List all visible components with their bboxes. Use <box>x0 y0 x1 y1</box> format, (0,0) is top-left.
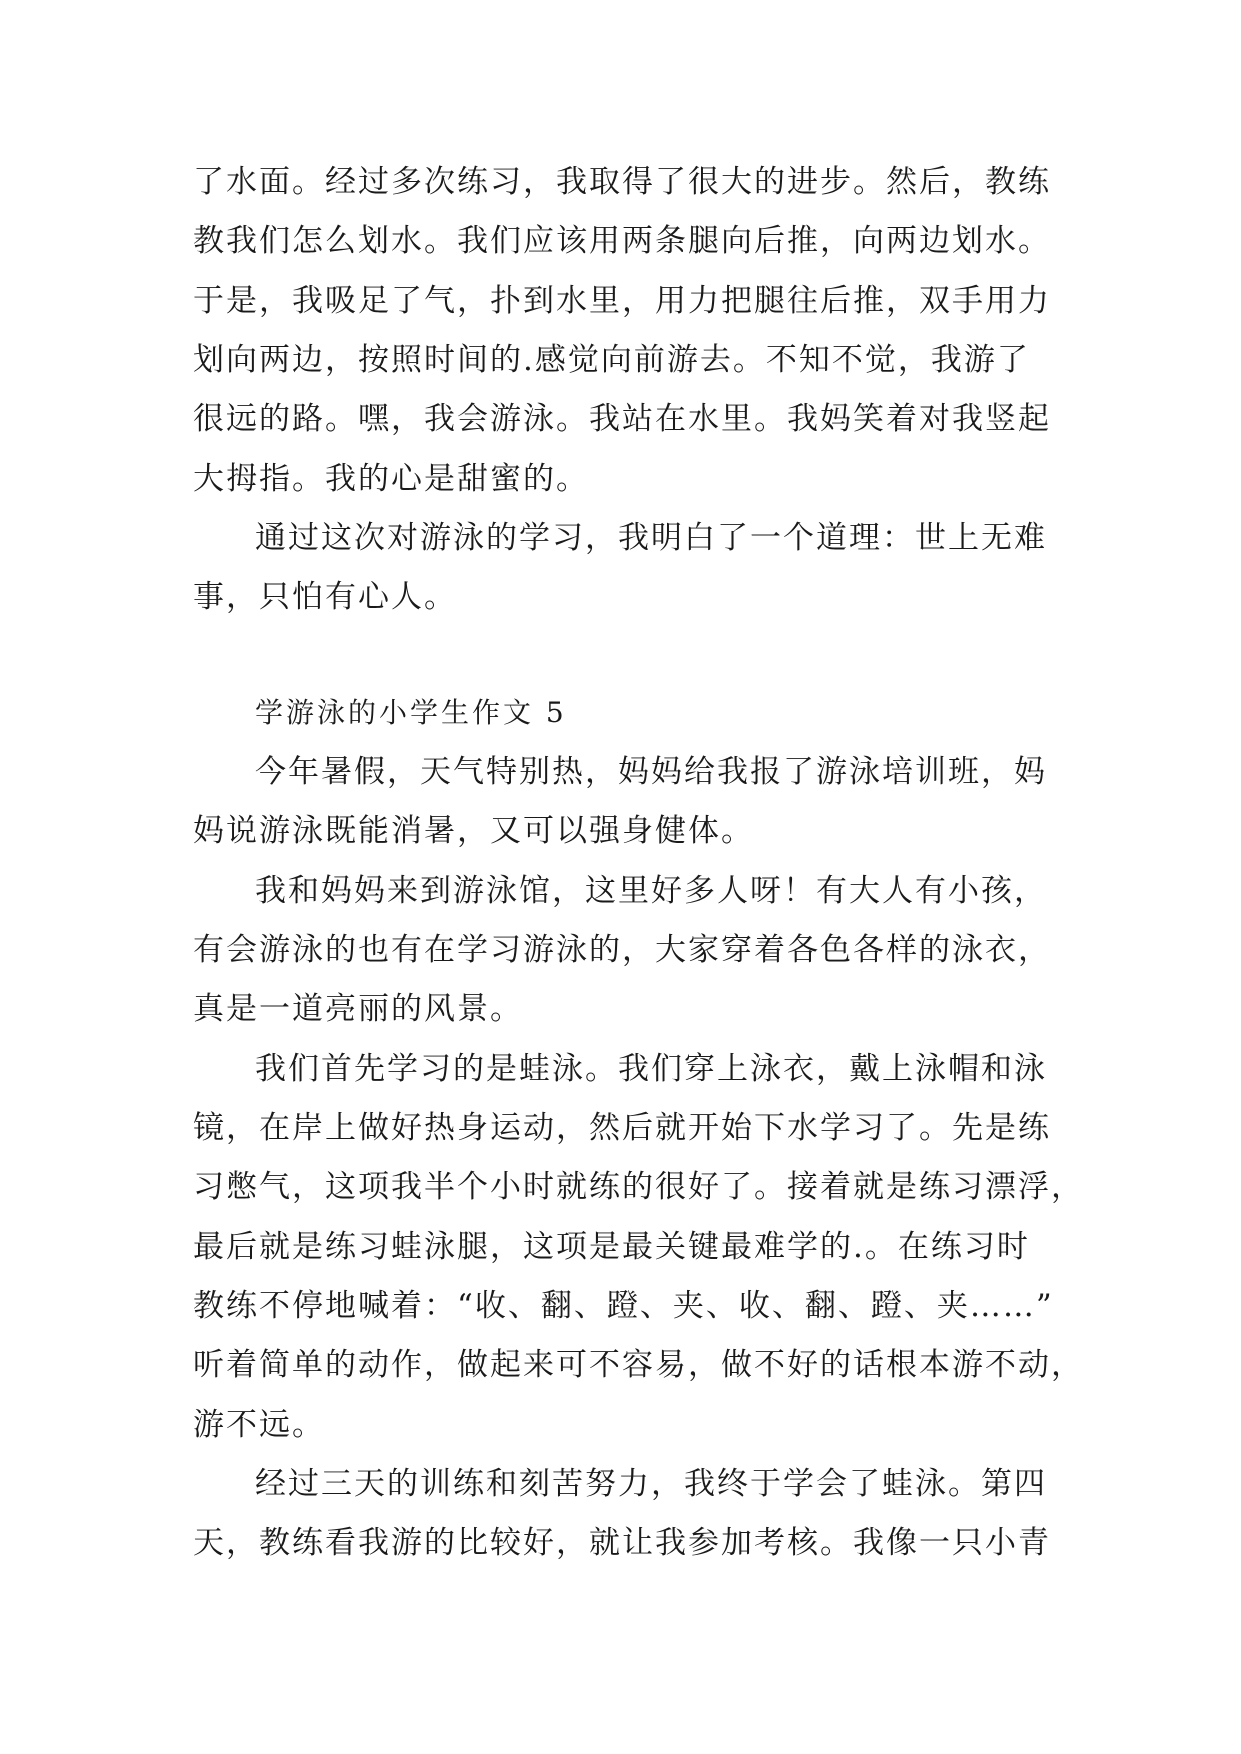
paragraph-line: 通过这次对游泳的学习，我明白了一个道理：世上无难 <box>255 520 1047 556</box>
paragraph-line: 天，教练看我游的比较好，就让我参加考核。我像一只小青 <box>193 1525 1051 1561</box>
paragraph-line: 划向两边，按照时间的.感觉向前游去。不知不觉，我游了 <box>193 342 1030 378</box>
paragraph-line: 教我们怎么划水。我们应该用两条腿向后推，向两边划水。 <box>193 223 1051 259</box>
section-title: 学游泳的小学生作文 5 <box>255 696 567 729</box>
paragraph-line: 真是一道亮丽的风景。 <box>193 991 523 1027</box>
paragraph-line: 大拇指。我的心是甜蜜的。 <box>193 461 589 497</box>
paragraph-line: 听着简单的动作，做起来可不容易，做不好的话根本游不动， <box>193 1347 1084 1383</box>
paragraph-line: 妈说游泳既能消暑，又可以强身健体。 <box>193 813 754 849</box>
paragraph-line: 事，只怕有心人。 <box>193 579 457 615</box>
paragraph-line: 很远的路。嘿，我会游泳。我站在水里。我妈笑着对我竖起 <box>193 401 1051 437</box>
paragraph-line: 镜，在岸上做好热身运动，然后就开始下水学习了。先是练 <box>193 1110 1051 1146</box>
paragraph-line: 于是，我吸足了气，扑到水里，用力把腿往后推，双手用力 <box>193 283 1051 319</box>
paragraph-line: 有会游泳的也有在学习游泳的，大家穿着各色各样的泳衣， <box>193 932 1051 968</box>
paragraph-line: 我们首先学习的是蛙泳。我们穿上泳衣，戴上泳帽和泳 <box>255 1051 1047 1087</box>
paragraph-line: 习憋气，这项我半个小时就练的很好了。接着就是练习漂浮， <box>193 1169 1084 1205</box>
paragraph-line: 经过三天的训练和刻苦努力，我终于学会了蛙泳。第四 <box>255 1466 1047 1502</box>
paragraph-line: 今年暑假，天气特别热，妈妈给我报了游泳培训班，妈 <box>255 754 1047 790</box>
paragraph-line: 我和妈妈来到游泳馆，这里好多人呀！有大人有小孩， <box>255 873 1047 909</box>
paragraph-line: 游不远。 <box>193 1407 325 1443</box>
paragraph-line: 了水面。经过多次练习，我取得了很大的进步。然后，教练 <box>193 164 1051 200</box>
paragraph-line: 最后就是练习蛙泳腿，这项是最关键最难学的.。在练习时 <box>193 1229 1030 1265</box>
paragraph-line: 教练不停地喊着：“收、翻、蹬、夹、收、翻、蹬、夹……” <box>193 1288 1054 1324</box>
